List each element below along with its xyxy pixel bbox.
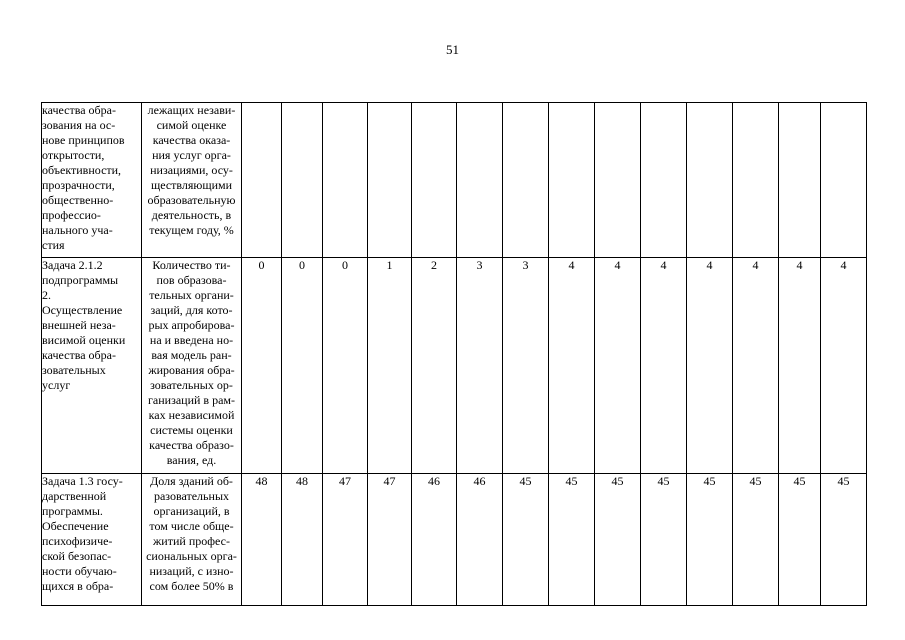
value-cell — [641, 103, 687, 258]
value-cell: 45 — [595, 474, 641, 606]
value-cell — [549, 103, 595, 258]
value-cell: 47 — [368, 474, 412, 606]
value-cell: 4 — [779, 258, 821, 474]
indicator-table — [41, 102, 867, 606]
value-cell: 46 — [457, 474, 503, 606]
value-cell: 45 — [821, 474, 867, 606]
value-cell — [368, 103, 412, 258]
value-cell: 47 — [323, 474, 368, 606]
value-cell — [595, 103, 641, 258]
value-cell — [779, 103, 821, 258]
value-cell: 45 — [733, 474, 779, 606]
value-cell — [242, 103, 282, 258]
value-cell: 45 — [503, 474, 549, 606]
value-cell — [687, 103, 733, 258]
value-cell — [323, 103, 368, 258]
value-cell: 3 — [503, 258, 549, 474]
table-row — [42, 103, 867, 258]
value-cell — [821, 103, 867, 258]
value-cell: 4 — [821, 258, 867, 474]
page-number: 51 — [446, 42, 459, 57]
value-cell: 4 — [687, 258, 733, 474]
indicator-cell: Количество ти- пов образова- тельных органи- заций, для кото- рых апробирова- на и введена но- вая модель ран- жирования обра- зовательных ор- ганизаций в рам- ках независимой системы оценки качества образо- вания, ед. — [142, 258, 242, 474]
value-cell — [412, 103, 457, 258]
value-cell: 2 — [412, 258, 457, 474]
value-cell: 0 — [242, 258, 282, 474]
task-cell: Задача 2.1.2 подпрограммы 2. Осуществление внешней неза- висимой оценки качества обра- зовательных услуг — [42, 258, 142, 474]
value-cell: 48 — [242, 474, 282, 606]
value-cell: 4 — [733, 258, 779, 474]
value-cell: 4 — [595, 258, 641, 474]
value-cell: 3 — [457, 258, 503, 474]
value-cell: 4 — [549, 258, 595, 474]
value-cell: 4 — [641, 258, 687, 474]
value-cell: 45 — [779, 474, 821, 606]
value-cell — [503, 103, 549, 258]
value-cell: 0 — [282, 258, 323, 474]
value-cell: 45 — [641, 474, 687, 606]
table-row — [42, 474, 867, 606]
task-cell: качества обра- зования на ос- нове принципов открытости, объективности, прозрачности, общественно- профессио- нального уча- стия — [42, 103, 142, 258]
value-cell: 45 — [549, 474, 595, 606]
value-cell: 45 — [687, 474, 733, 606]
indicator-cell: лежащих незави- симой оценке качества оказа- ния услуг орга- низациями, осу- ществляющими образовательную деятельность, в текущем году, % — [142, 103, 242, 258]
value-cell — [733, 103, 779, 258]
value-cell: 1 — [368, 258, 412, 474]
value-cell: 0 — [323, 258, 368, 474]
value-cell: 48 — [282, 474, 323, 606]
indicator-cell: Доля зданий об- разовательных организаций, в том числе обще- житий профес- сиональных орга- низаций, с изно- сом более 50% в — [142, 474, 242, 606]
value-cell: 46 — [412, 474, 457, 606]
value-cell — [282, 103, 323, 258]
task-cell: Задача 1.3 госу- дарственной программы. Обеспечение психофизиче- ской безопас- ности обучаю- щихся в обра- — [42, 474, 142, 606]
table-row — [42, 258, 867, 474]
value-cell — [457, 103, 503, 258]
